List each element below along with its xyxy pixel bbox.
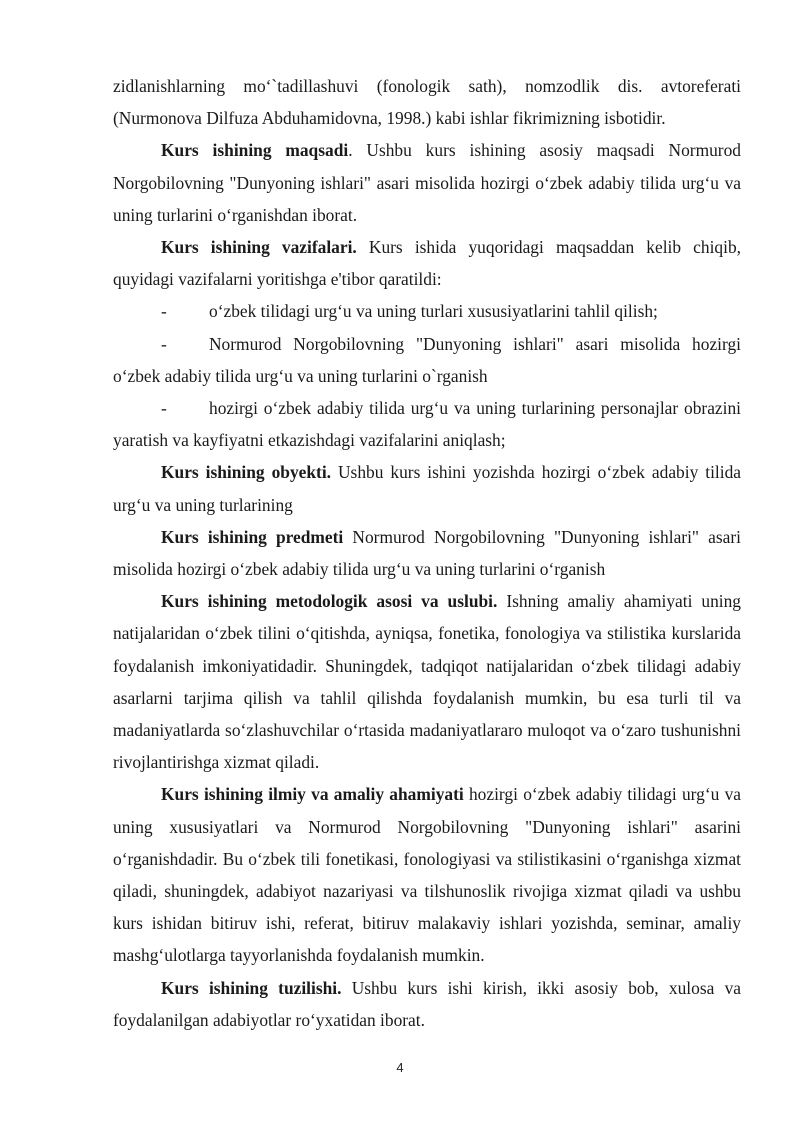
paragraph-object — [113, 456, 741, 520]
list-item-text: Normurod Norgobilovning "Dunyoning ishlari" asari misolida hozirgi o‘zbek adabiy tilida urg‘u va uning turlarini o`rganish — [113, 333, 741, 386]
page-body — [113, 70, 741, 1036]
paragraph-text: zidlanishlarning mo‘`tadillashuvi (fonologik sath), nomzodlik dis. avtoreferati (Nurmonova Dilfuza Abduhamidovna, 1998.) kabi ishlar fikrimizning isbotidir. — [113, 76, 741, 129]
paragraph-goal — [113, 134, 741, 231]
section-lead-significance: Kurs ishining ilmiy va amaliy ahamiyati — [161, 784, 464, 805]
paragraph-text: Kurs ishida yuqoridagi maqsaddan kelib chiqib, quyidagi vazifalarni yoritishga e'tibor qaratildi: — [113, 237, 742, 290]
list-item-text: hozirgi o‘zbek adabiy tilida urg‘u va uning turlarining personajlar obrazini yaratish va kayfiyatni etkazishdagi vazifalarini aniqlash; — [113, 398, 741, 451]
list-item — [113, 328, 741, 392]
paragraph-text: hozirgi o‘zbek adabiy tilidagi urg‘u va uning xususiyatlari va Normurod Norgobilovning "Dunyoning ishlari" asarini o‘rganishdadir. Bu o‘zbek tili fonetikasi, fonologiyasi va stilistikasini o‘rganishga xizmat qiladi, shuningdek, adabiyot nazariyasi va tilshunoslik rivojiga xizmat qiladi va ushbu kurs ishidan bitiruv ishi, referat, bitiruv malakaviy ishlari yozishda, seminar, amaliy mashg‘ulotlarga tayyorlanishda foydalanish mumkin. — [113, 784, 741, 966]
section-lead-structure: Kurs ishining tuzilishi. — [161, 977, 342, 998]
list-item-text: o‘zbek tilidagi urg‘u va uning turlari xususiyatlarini tahlil qilish; — [209, 301, 658, 322]
paragraph-text: Ushbu kurs ishi kirish, ikki asosiy bob, xulosa va foydalanilgan adabiyotlar ro‘yxatidan iborat. — [113, 977, 741, 1030]
section-lead-tasks: Kurs ishining vazifalari. — [161, 237, 357, 258]
paragraph-text: Ushbu kurs ishini yozishda hozirgi o‘zbek adabiy tilida urg‘u va uning turlarining — [113, 462, 741, 515]
list-dash: - — [161, 333, 167, 354]
section-lead-object: Kurs ishining obyekti. — [161, 462, 332, 483]
paragraph-significance — [113, 778, 741, 971]
section-lead-subject: Kurs ishining predmeti — [161, 526, 344, 547]
paragraph-text: Normurod Norgobilovning "Dunyoning ishlari" asari misolida hozirgi o‘zbek adabiy tilida urg‘u va uning turlarini o‘rganish — [113, 526, 742, 580]
paragraph-text: Ishning amaliy ahamiyati uning natijalaridan o‘zbek tilini o‘qitishda, ayniqsa, fonetika, fonologiya va stilistika kurslarida foydalanish imkoniyatidadir. Shuningdek, tadqiqot natijalaridan o‘zbek tilidagi adabiy asarlarni tarjima qilish va tahlil qilishda foydalanish mumkin, bu esa turli til va madaniyatlarda so‘zlashuvchilar o‘rtasida madaniyatlararo muloqot va o‘zaro tushunishni rivojlantirishga xizmat qiladi. — [113, 591, 742, 773]
page-number: 4 — [396, 1060, 404, 1075]
paragraph-subject — [113, 521, 741, 585]
paragraph-methodology — [113, 585, 741, 778]
list-item — [113, 295, 741, 327]
paragraph-structure — [113, 972, 741, 1036]
paragraph-intro-continuation — [113, 70, 741, 134]
section-lead-goal: Kurs ishining maqsadi — [161, 140, 349, 161]
paragraph-tasks — [113, 231, 741, 295]
list-dash: - — [161, 301, 167, 322]
list-item — [113, 392, 741, 456]
paragraph-text: . Ushbu kurs ishining asosiy maqsadi Normurod Norgobilovning "Dunyoning ishlari" asari misolida hozirgi o‘zbek adabiy tilida urg‘u va uning turlarini o‘rganishdan iborat. — [113, 140, 741, 225]
list-dash: - — [161, 398, 167, 419]
section-lead-methodology: Kurs ishining metodologik asosi va uslubi. — [161, 591, 498, 612]
